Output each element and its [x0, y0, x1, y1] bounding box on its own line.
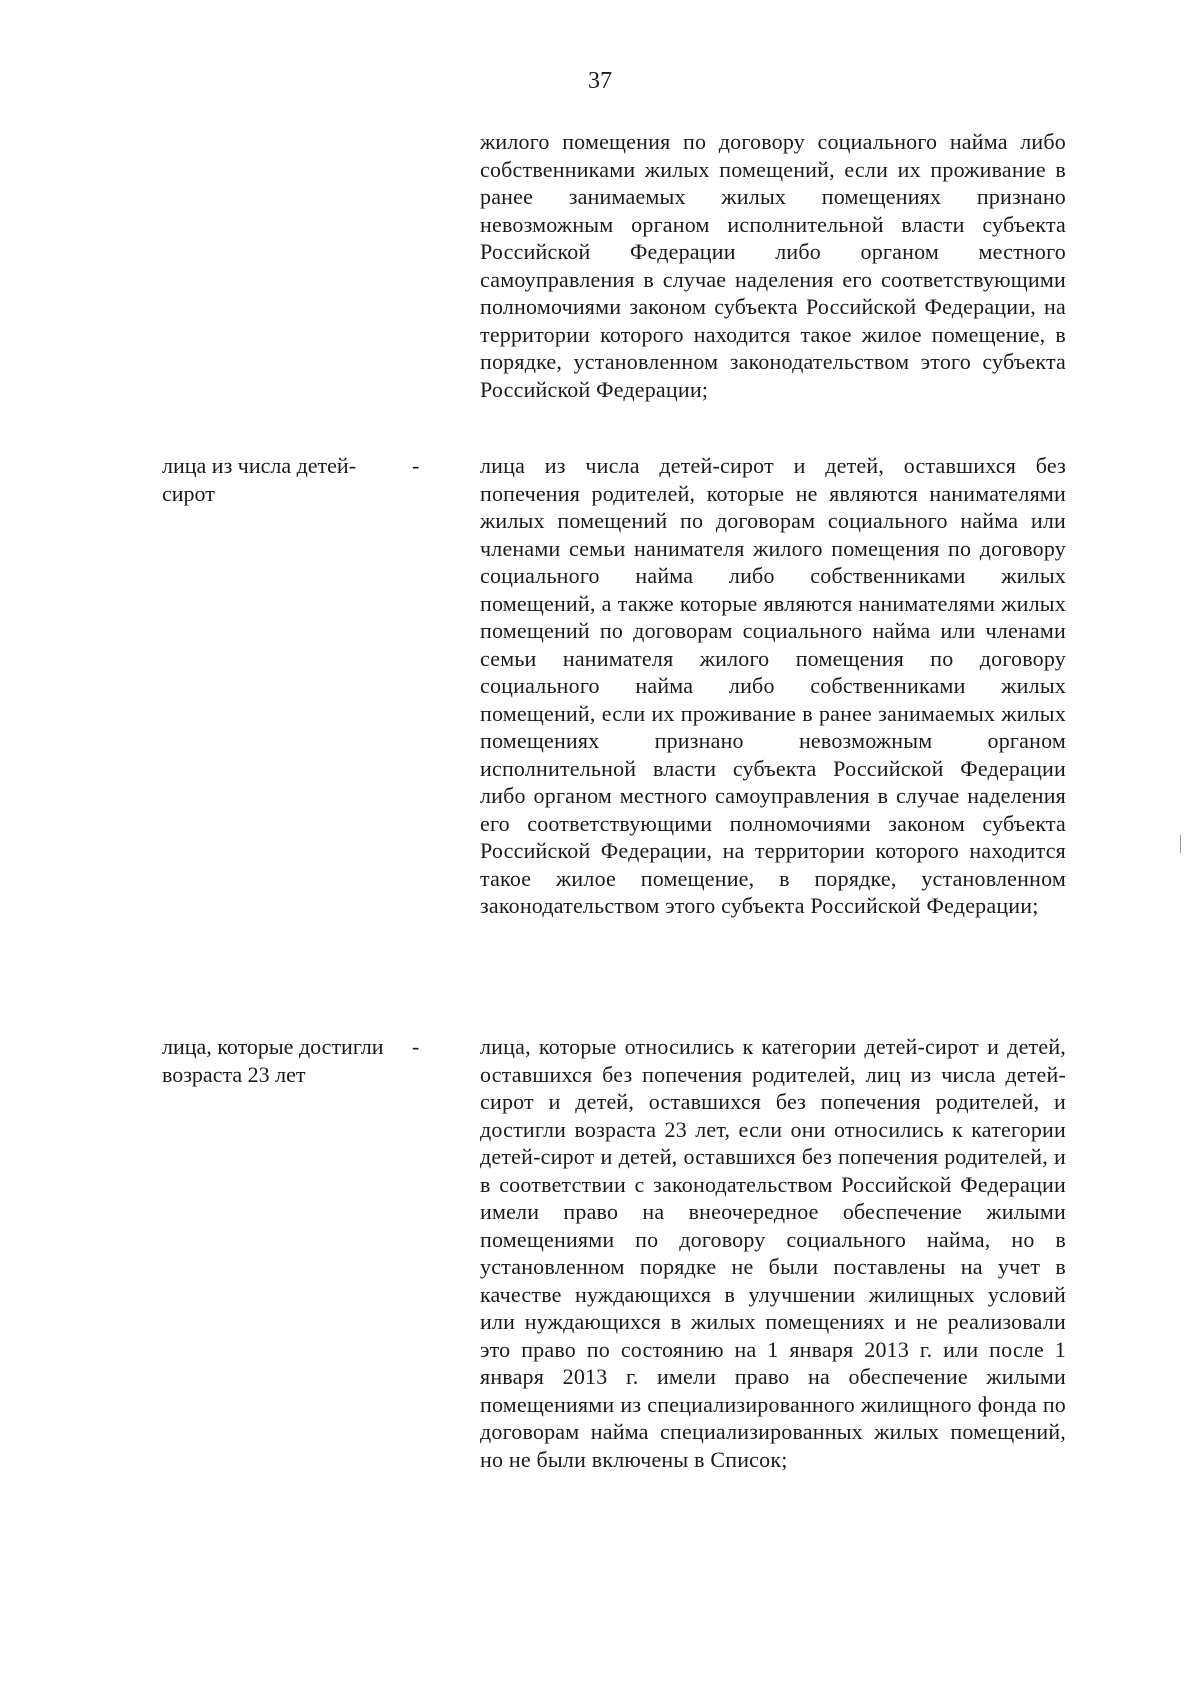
- continued-definition-text: жилого помещения по договору социального найма либо собственниками жилых помещений, если их проживание в ранее занимаемых жилых помещениях признано невозможным органом исполнительной власти субъекта Российской Федерации либо органом местного самоуправления в случае наделения его соответствующими полномочиями законом субъекта Российской Федерации, на территории которого находится такое жилое помещение, в порядке, установленном законодательством этого субъекта Российской Федерации;: [480, 129, 1066, 402]
- term-dash: -: [412, 453, 420, 478]
- term-label: лица из числа детей-сирот: [162, 453, 357, 506]
- page-number: 37: [588, 68, 612, 94]
- term-label: лица, которые достигли возраста 23 лет: [162, 1034, 384, 1087]
- term-dash: -: [412, 1034, 420, 1059]
- definition-text: лица из числа детей-сирот и детей, оставшихся без попечения родителей, которые не являются нанимателями жилых помещений по договорам социального найма или членами семьи нанимателя жилого помещения по договору социального найма либо собственниками жилых помещений, а также которые являются нанимателями жилых помещений по договорам социального найма или членами семьи нанимателя жилого помещения по договору социального найма либо собственниками жилых помещений, если их проживание в ранее занимаемых жилых помещениях признано невозможным органом исполнительной власти субъекта Российской Федерации либо органом местного самоуправления в случае наделения его соответствующими полномочиями законом субъекта Российской Федерации, на территории которого находится такое жилое помещение, в порядке, установленном законодательством этого субъекта Российской Федерации;: [480, 453, 1066, 918]
- definition-text: лица, которые относились к категории детей-сирот и детей, оставшихся без попечения родителей, лиц из числа детей-сирот и детей, оставшихся без попечения родителей, и достигли возраста 23 лет, если они относились к категории детей-сирот и детей, оставшихся без попечения родителей, и в соответствии с законодательством Российской Федерации имели право на внеочередное обеспечение жилыми помещениями по договору социального найма, но в установленном порядке не были поставлены на учет в качестве нуждающихся в улучшении жилищных условий или нуждающихся в жилых помещениях и не реализовали это право по состоянию на 1 января 2013 г. или после 1 января 2013 г. имели право на обеспечение жилыми помещениями из специализированного жилищного фонда по договорам найма специализированных жилых помещений, но не были включены в Список;: [480, 1034, 1066, 1472]
- scan-artifact-mark: [1180, 835, 1181, 853]
